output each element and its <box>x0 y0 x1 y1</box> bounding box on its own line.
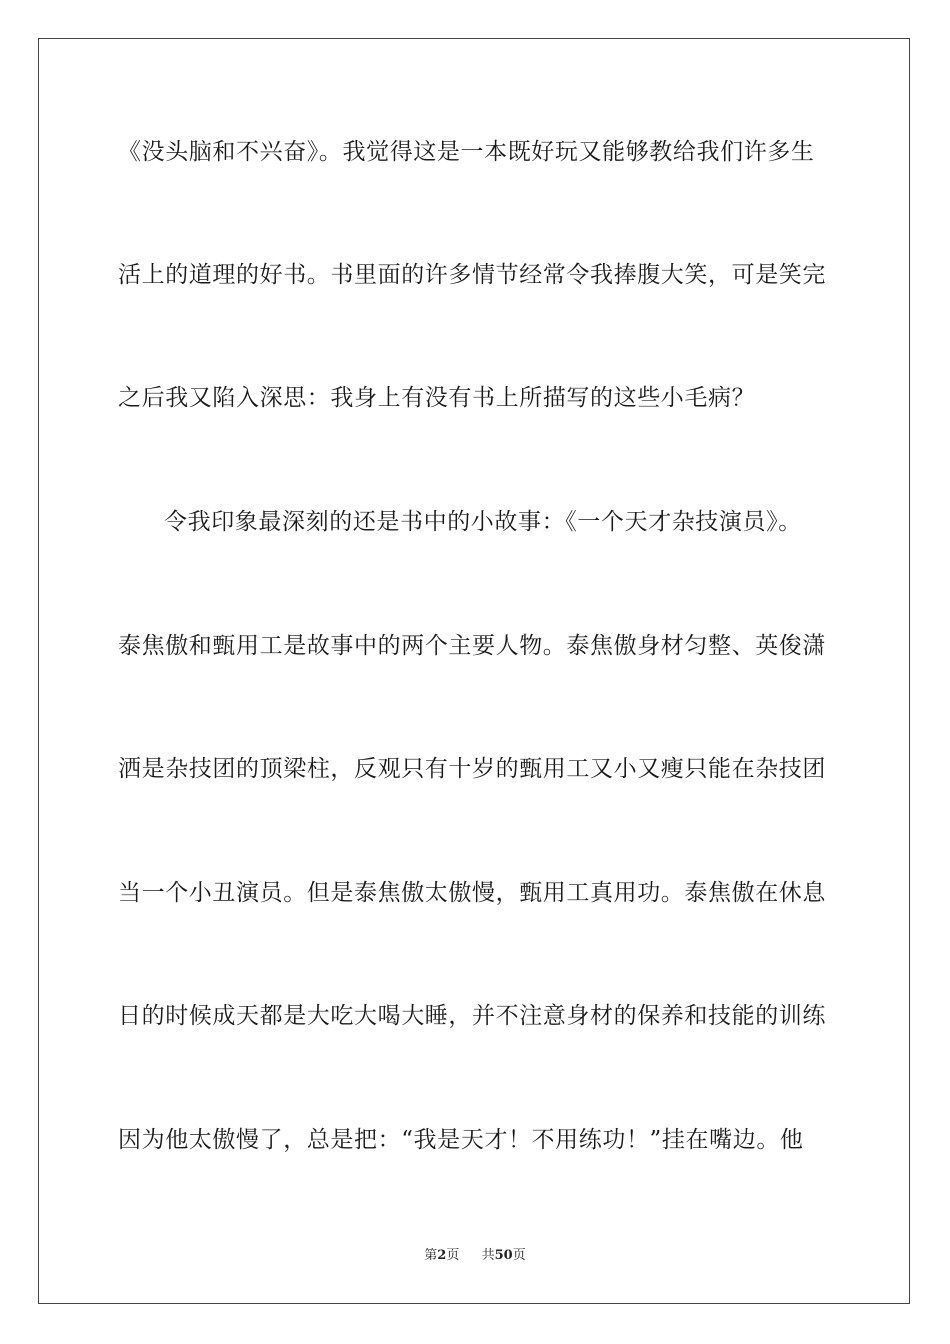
page-border <box>38 38 910 1304</box>
page-footer <box>0 1247 950 1265</box>
page-total: 共50页 <box>481 1248 526 1263</box>
text-line: 之后我又陷入深思：我身上有没有书上所描写的这些小毛病？ <box>118 385 756 411</box>
text-line: 活上的道理的好书。书里面的许多情节经常令我捧腹大笑，可是笑完 <box>118 262 826 288</box>
page-number: 第2页 <box>424 1248 460 1263</box>
text-line: 泰焦傲和甄用工是故事中的两个主要人物。泰焦傲身材匀整、英俊潇 <box>118 633 826 659</box>
text-line: 当一个小丑演员。但是泰焦傲太傲慢，甄用工真用功。泰焦傲在休息 <box>118 880 826 906</box>
text-line: 日的时候成天都是大吃大喝大睡，并不注意身材的保养和技能的训练 <box>118 1003 826 1029</box>
text-line: 《没头脑和不兴奋》。我觉得这是一本既好玩又能够教给我们许多生 <box>118 139 815 165</box>
paragraph-start-line: 令我印象最深刻的还是书中的小故事：《一个天才杂技演员》。 <box>164 509 802 535</box>
text-line: 洒是杂技团的顶梁柱，反观只有十岁的甄用工又小又瘦只能在杂技团 <box>118 756 826 782</box>
text-line: 因为他太傲慢了，总是把：“我是天才！不用练功！”挂在嘴边。他 <box>118 1127 804 1153</box>
